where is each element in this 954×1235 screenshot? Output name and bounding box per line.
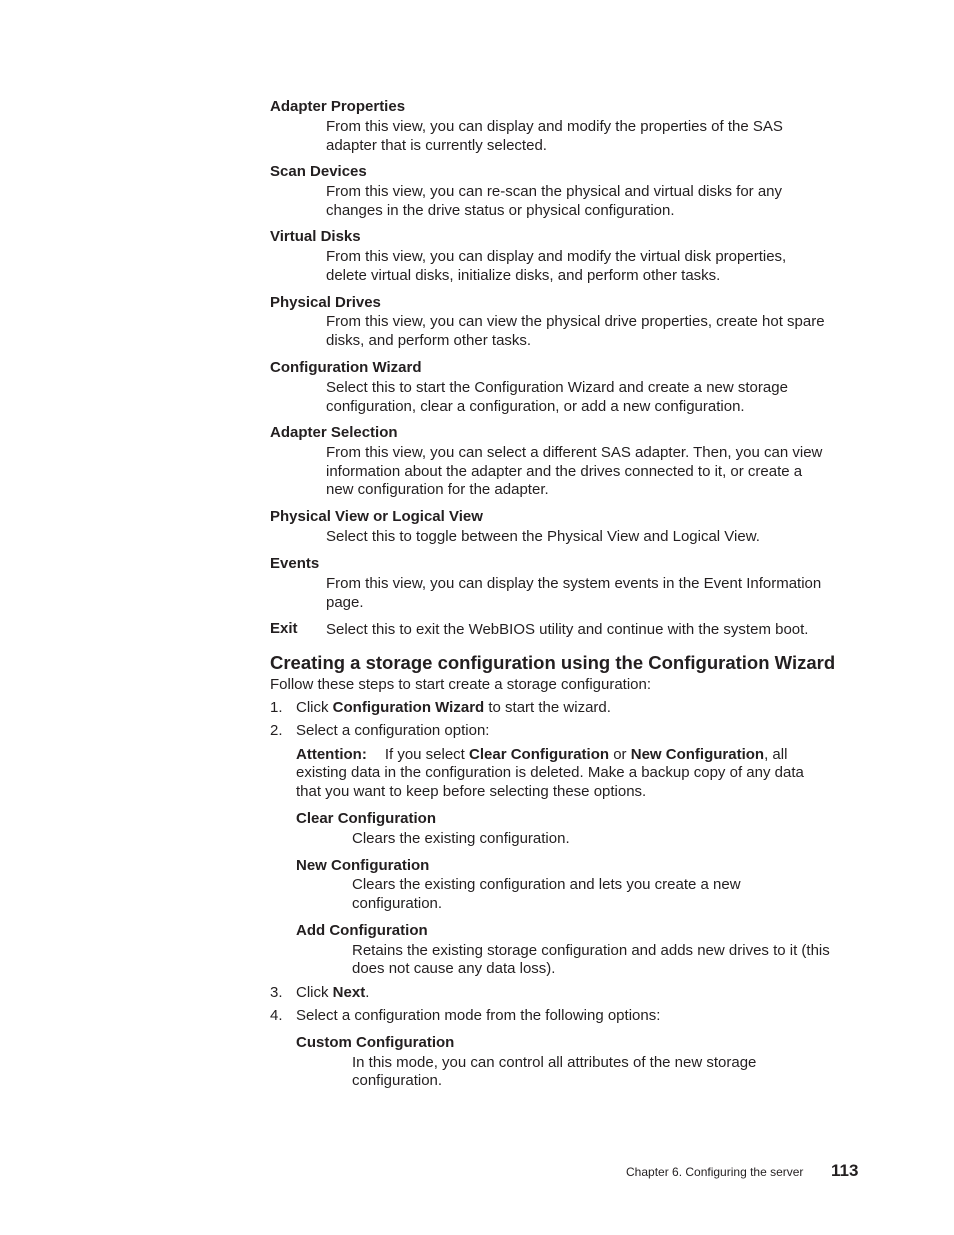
option-term: Clear Configuration	[296, 810, 437, 827]
definition-term: Physical Drives	[270, 294, 381, 311]
definition-text: From this view, you can re-scan the physical and virtual disks for any	[326, 183, 783, 200]
step-number: 2.	[270, 722, 283, 739]
mode-text: In this mode, you can control all attributes of the new storage	[352, 1054, 757, 1071]
step-number: 3.	[270, 984, 283, 1001]
footer-chapter: Chapter 6. Configuring the server	[626, 1165, 804, 1179]
definition-term: Configuration Wizard	[270, 359, 422, 376]
definition-text: adapter that is currently selected.	[326, 137, 547, 154]
definition-term: Virtual Disks	[270, 228, 361, 245]
definition-text: Select this to start the Configuration Wizard and create a new storage	[326, 379, 788, 396]
step-text: Select a configuration option:	[296, 722, 490, 739]
section-intro: Follow these steps to start create a storage configuration:	[270, 676, 652, 693]
step-text: Select a configuration mode from the following options:	[296, 1007, 661, 1024]
step-number: 4.	[270, 1007, 283, 1024]
definition-term: Exit	[270, 620, 298, 637]
definition-text: Select this to toggle between the Physical View and Logical View.	[326, 528, 760, 545]
definition-term: Events	[270, 555, 320, 572]
mode-term: Custom Configuration	[296, 1034, 455, 1051]
definition-term: Adapter Properties	[270, 98, 406, 115]
option-text: configuration.	[352, 895, 443, 912]
page-number: 113	[831, 1161, 859, 1180]
definition-text: From this view, you can view the physical drive properties, create hot spare	[326, 313, 825, 330]
definition-text: From this view, you can select a different SAS adapter. Then, you can view	[326, 444, 823, 461]
attention-line: that you want to keep before selecting these options.	[296, 783, 647, 800]
definition-text: From this view, you can display and modify the properties of the SAS	[326, 118, 783, 135]
definition-text: From this view, you can display and modify the virtual disk properties,	[326, 248, 787, 265]
attention-line: existing data in the configuration is deleted. Make a backup copy of any data	[296, 764, 804, 781]
section-heading: Creating a storage configuration using the Configuration Wizard	[270, 652, 836, 673]
definition-text: disks, and perform other tasks.	[326, 332, 532, 349]
definition-term: Physical View or Logical View	[270, 508, 483, 525]
step-text: Click Next.	[296, 984, 370, 1001]
attention-line: Attention: If you select Clear Configuration or New Configuration, all	[296, 746, 788, 763]
option-term: New Configuration	[296, 857, 430, 874]
definition-text: information about the adapter and the drives connected to it, or create a	[326, 463, 803, 480]
option-text: does not cause any data loss).	[352, 960, 556, 977]
definition-text: configuration, clear a configuration, or add a new configuration.	[326, 398, 745, 415]
definition-text: page.	[326, 594, 364, 611]
step-text: Click Configuration Wizard to start the wizard.	[296, 699, 611, 716]
definition-term: Scan Devices	[270, 163, 367, 180]
definition-term: Adapter Selection	[270, 424, 398, 441]
option-term: Add Configuration	[296, 922, 428, 939]
definition-text: changes in the drive status or physical configuration.	[326, 202, 675, 219]
definition-text: From this view, you can display the system events in the Event Information	[326, 575, 822, 592]
definition-text: Select this to exit the WebBIOS utility and continue with the system boot.	[326, 621, 809, 638]
mode-text: configuration.	[352, 1072, 443, 1089]
option-text: Clears the existing configuration and lets you create a new	[352, 876, 741, 893]
definition-text: new configuration for the adapter.	[326, 481, 549, 498]
step-number: 1.	[270, 699, 283, 716]
definition-text: delete virtual disks, initialize disks, and perform other tasks.	[326, 267, 721, 284]
option-text: Retains the existing storage configuration and adds new drives to it (this	[352, 942, 830, 959]
option-text: Clears the existing configuration.	[352, 830, 570, 847]
